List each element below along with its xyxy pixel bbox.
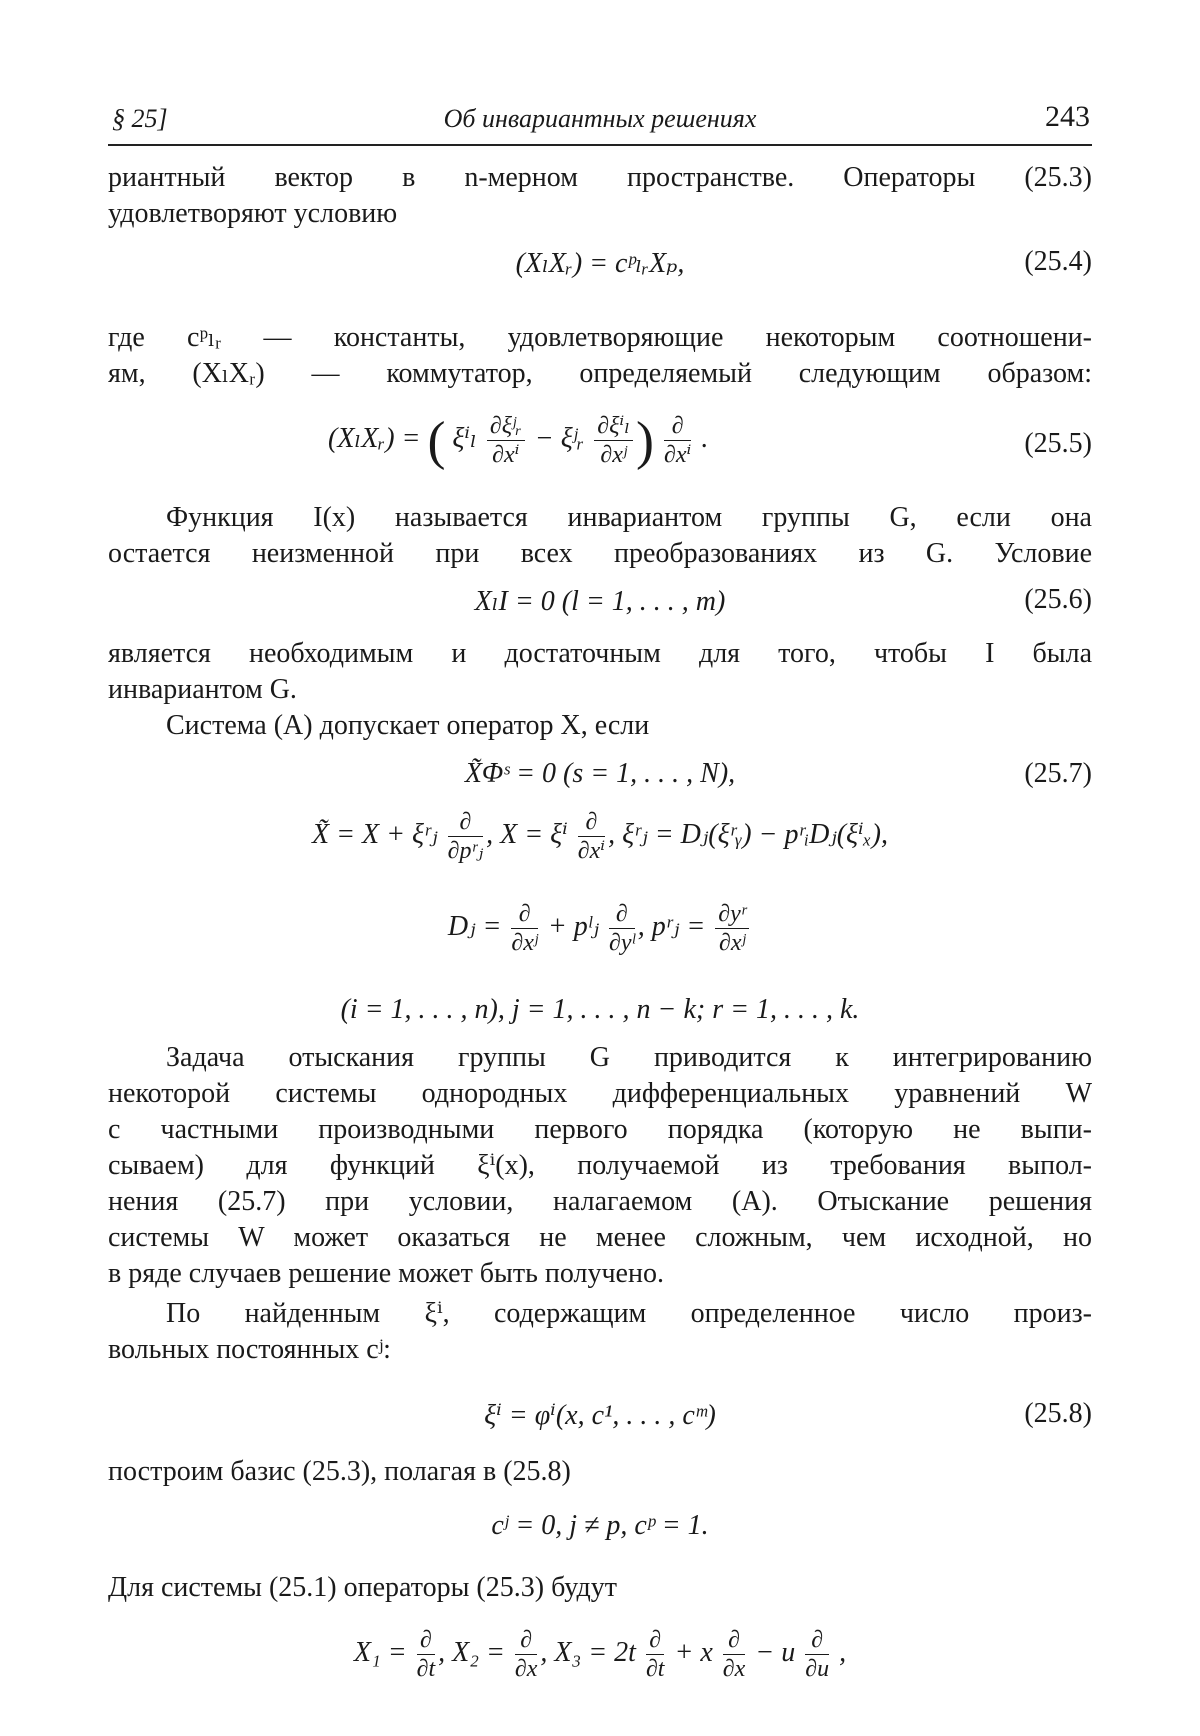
paragraph-8 [108, 1570, 1092, 1606]
fraction: $\frac{\partial}{\partial t}$ [416, 1627, 436, 1682]
equation-lhs: (XₗXᵣ) = [328, 422, 428, 454]
paragraph-7 [108, 1454, 1092, 1490]
header-rule [108, 144, 1092, 146]
paragraph-3 [108, 500, 1092, 572]
text-line: в ряде случаев решение может быть получено. [108, 1258, 664, 1289]
equation-operators-25-1: X₁ = $\frac{\partial}{\partial t}$ , X₂ = $\frac{\partial}{\partial x}$ , X₃ = 2t $\frac{\partial}{\partial t}$ + x $\frac{\partial}{\partial x}$ − u $\frac{\partial}{\partial u}$ , [353, 1627, 847, 1682]
equation-index-ranges [108, 994, 1092, 1034]
fraction: $\frac{\partial}{\partial x}$ [722, 1627, 746, 1682]
text-line: некоторой системы однородных дифференциальных уравнений W [108, 1078, 1092, 1109]
equation-number: (25.8) [1024, 1398, 1092, 1429]
equation-body: (i = 1, . . . , n), j = 1, . . . , n − k; r = 1, . . . , k. [340, 994, 860, 1025]
equation-25-7 [108, 758, 1092, 798]
equation-body: cʲ = 0, j ≠ p, cᵖ = 1. [491, 1510, 709, 1541]
text-line: где cᵖₗᵣ — константы, удовлетворяющие некоторым соотношени- [108, 322, 1092, 353]
paragraph-2 [108, 320, 1092, 392]
paragraph-5 [108, 1040, 1092, 1292]
equation-term: ξⁱₗ [452, 422, 477, 454]
fraction: $\frac{\partial}{\text{∂xⁱ}}$ [577, 809, 606, 864]
fraction: $\frac{\text{∂ξⁱₗ}}{\text{∂xʲ}}$ [594, 412, 633, 469]
text-line: удовлетворяют условию [108, 198, 398, 229]
fraction: $\frac{\text{∂ξʲᵣ}}{\text{∂xⁱ}}$ [487, 412, 525, 469]
equation-25-4 [108, 246, 1092, 286]
text-line: нения (25.7) при условии, налагаемом (A). Отыскание решения [108, 1186, 1092, 1217]
text-line: Для системы (25.1) операторы (25.3) будут [108, 1572, 617, 1603]
text-line: системы W может оказаться не менее сложным, чем исходной, но [108, 1222, 1092, 1253]
text-line: построим базис (25.3), полагая в (25.8) [108, 1456, 571, 1487]
equation-number: (25.4) [1024, 246, 1092, 277]
equation-constants [108, 1510, 1092, 1550]
section-marker: § 25] [112, 104, 168, 133]
equation-body: ξⁱ = φⁱ(x, c¹, . . . , cᵐ) [484, 1400, 716, 1431]
text-line: риантный вектор в n-мерном пространстве. Операторы (25.3) [108, 162, 1092, 193]
equation-number: (25.5) [1024, 428, 1092, 459]
equation-25-6 [108, 584, 1092, 624]
text-line: является необходимым и достаточным для того, чтобы I была [108, 638, 1092, 669]
text-line: Функция I(x) называется инвариантом группы G, если она [166, 502, 1092, 533]
fraction: $\frac{\partial}{\partial x}$ [514, 1627, 538, 1682]
paragraph-4 [108, 636, 1092, 744]
page-number: 243 [1045, 100, 1090, 133]
equation-25-5: (XₗXᵣ) = ( ξⁱₗ $\frac{\text{∂ξʲᵣ}}{\text{∂xⁱ}}$ − ξʲᵣ $\frac{\text{∂ξⁱₗ}}{\text{∂xʲ}}$ ) $\frac{\partial}{\text{∂xⁱ}}$ . (25.5) [328, 410, 1092, 471]
text-line: остается неизменной при всех преобразованиях из G. Условие [108, 538, 1092, 569]
text-line: с частными производными первого порядка (которую не выпи- [108, 1114, 1092, 1145]
fraction: $\frac{\partial}{\text{∂xʲ}}$ [511, 901, 538, 956]
text-line: инвариантом G. [108, 674, 297, 705]
fraction: $\frac{\partial}{\partial u}$ [805, 1627, 830, 1682]
equation-number: (25.7) [1024, 758, 1092, 789]
text-line: Задача отыскания группы G приводится к интегрированию [166, 1042, 1092, 1073]
fraction: $\frac{\partial}{\partial t}$ [645, 1627, 665, 1682]
running-title: Об инвариантных решениях [443, 104, 757, 133]
text-line: ям, (XₗXᵣ) — коммутатор, определяемый следующим образом: [108, 358, 1092, 389]
text-line: вольных постоянных cʲ: [108, 1334, 391, 1365]
text-line: сываем) для функций ξⁱ(x), получаемой из требования выпол- [108, 1150, 1092, 1181]
equation-25-8 [108, 1398, 1092, 1438]
fraction: $\frac{\partial}{\text{∂xⁱ}}$ [664, 413, 692, 468]
text-line: Система (A) допускает оператор X, если [166, 710, 650, 741]
equation-body: (XₗXᵣ) = cᵖₗᵣXₚ, [515, 248, 685, 279]
fraction: $\frac{\partial}{\text{∂pʳⱼ}}$ [447, 809, 484, 864]
fraction: $\frac{\partial}{\text{∂yˡ}}$ [608, 901, 635, 956]
equation-term: − ξʲᵣ [534, 422, 585, 454]
equation-operator-definitions: X̃ = X + ξʳⱼ $\frac{\partial}{\text{∂pʳⱼ}}$ , X = ξⁱ $\frac{\partial}{\text{∂xⁱ}}$ , ξʳⱼ = Dⱼ(ξʳᵧ) − pʳᵢDⱼ(ξⁱₓ), [312, 809, 888, 864]
text-line: По найденным ξⁱ, содержащим определенное число произ- [166, 1298, 1092, 1329]
equation-body: XₗI = 0 (l = 1, . . . , m) [474, 586, 726, 617]
paragraph-6 [108, 1296, 1092, 1368]
fraction: $\frac{\text{∂yʳ}}{\text{∂xʲ}}$ [715, 900, 749, 957]
equation-total-derivative: Dⱼ = $\frac{\partial}{\text{∂xʲ}}$ + pˡⱼ $\frac{\partial}{\text{∂yˡ}}$ , pʳⱼ = $\frac{\text{∂yʳ}}{\text{∂xʲ}}$ [108, 900, 1092, 964]
equation-body: X̃Φˢ = 0 (s = 1, . . . , N), [464, 758, 736, 789]
paragraph-1 [108, 160, 1092, 232]
equation-number: (25.6) [1024, 584, 1092, 615]
